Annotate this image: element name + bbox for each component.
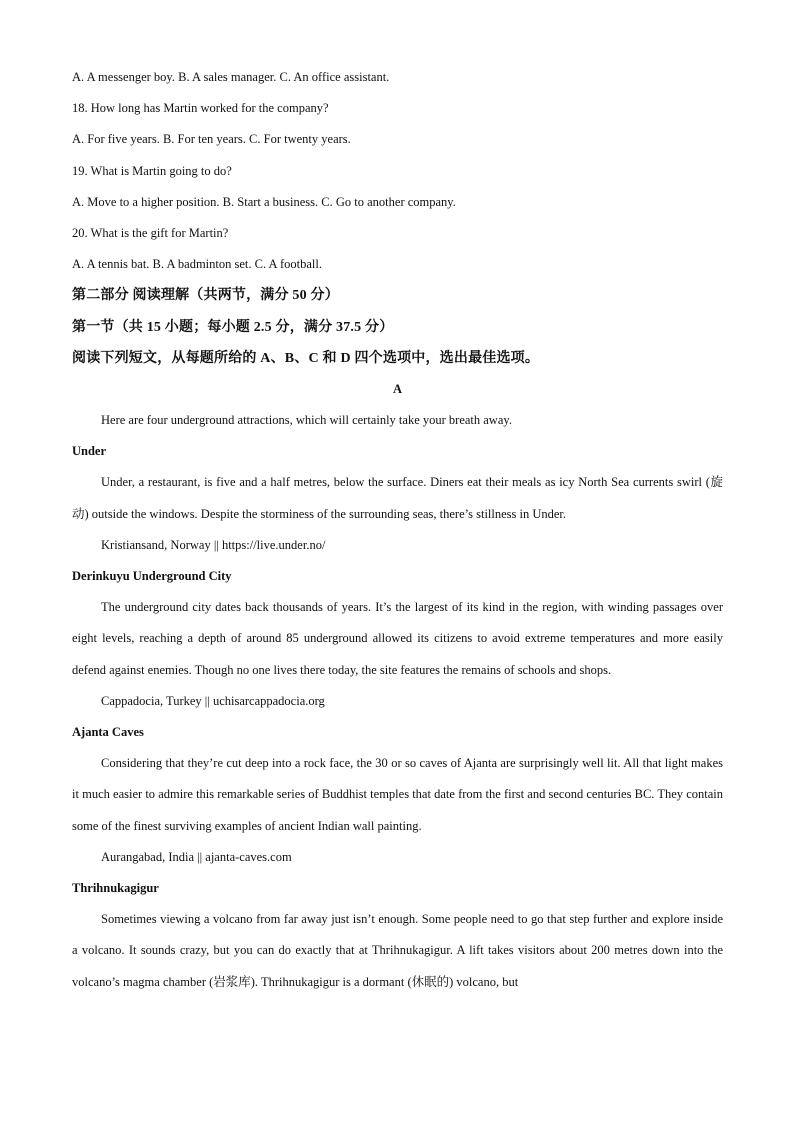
- attraction-under: [72, 436, 723, 561]
- q18-question: 18. How long has Martin worked for the company?: [72, 101, 329, 116]
- attraction-body: The underground city dates back thousands of years. It’s the largest of its kind in the region, with winding passages over eight levels, reaching a depth of around 85 underground allowed its citizens to avoid extreme temperatures and more easily defend against enemies. Though no one lives there today, the site features the remains of schools and shops.: [72, 600, 723, 677]
- attraction-source: Cappadocia, Turkey || uchisarcappadocia.org: [101, 693, 325, 708]
- part-two-header: 第二部分 阅读理解（共两节，满分 50 分）: [72, 288, 339, 304]
- attraction-source: Kristiansand, Norway || https://live.under.no/: [101, 537, 326, 552]
- q18-options: A. For five years. B. For ten years. C. For twenty years.: [72, 132, 351, 147]
- attraction-ajanta: [72, 717, 723, 873]
- exam-page: [72, 62, 723, 998]
- attraction-body: Sometimes viewing a volcano from far away just isn’t enough. Some people need to go that step further and explore inside a volcano. It sounds crazy, but you can do exactly that at Thrihnukagigur. A lift takes visitors about 200 metres down into the volcano’s magma chamber (岩浆库). Thrihnukagigur is a dormant (休眠的) volcano, but: [72, 912, 723, 989]
- passage-intro: Here are four underground attractions, which will certainly take your breath away.: [101, 413, 512, 428]
- section-one-header: 第一节（共 15 小题；每小题 2.5 分，满分 37.5 分）: [72, 319, 394, 335]
- q20-question: 20. What is the gift for Martin?: [72, 225, 229, 240]
- q20-options: A. A tennis bat. B. A badminton set. C. A football.: [72, 257, 323, 272]
- attraction-body: Under, a restaurant, is five and a half metres, below the surface. Diners eat their meals as icy North Sea currents swirl (旋动) outside the windows. Despite the storminess of the surrounding seas, there’s stillness in Under.: [72, 475, 723, 521]
- attraction-title: Ajanta Caves: [72, 725, 144, 740]
- attraction-thrihnukagigur: [72, 873, 723, 998]
- attraction-derinkuyu: [72, 561, 723, 717]
- q19-options: A. Move to a higher position. B. Start a business. C. Go to another company.: [72, 194, 456, 209]
- reading-instructions: 阅读下列短文，从每题所给的 A、B、C 和 D 四个选项中，选出最佳选项。: [72, 350, 540, 366]
- q19-question: 19. What is Martin going to do?: [72, 163, 232, 178]
- attraction-title: Derinkuyu Underground City: [72, 569, 232, 584]
- attraction-title: Under: [72, 444, 107, 459]
- q17-options: A. A messenger boy. B. A sales manager. C. An office assistant.: [72, 70, 390, 84]
- passage-label: A: [392, 381, 403, 396]
- attraction-source: Aurangabad, India || ajanta-caves.com: [101, 849, 292, 864]
- attraction-body: Considering that they’re cut deep into a rock face, the 30 or so caves of Ajanta are surprisingly well lit. All that light makes it much easier to admire this remarkable series of Buddhist temples that date from the first and second centuries BC. They contain some of the finest surviving examples of ancient Indian wall painting.: [72, 756, 723, 833]
- attraction-title: Thrihnukagigur: [72, 881, 159, 895]
